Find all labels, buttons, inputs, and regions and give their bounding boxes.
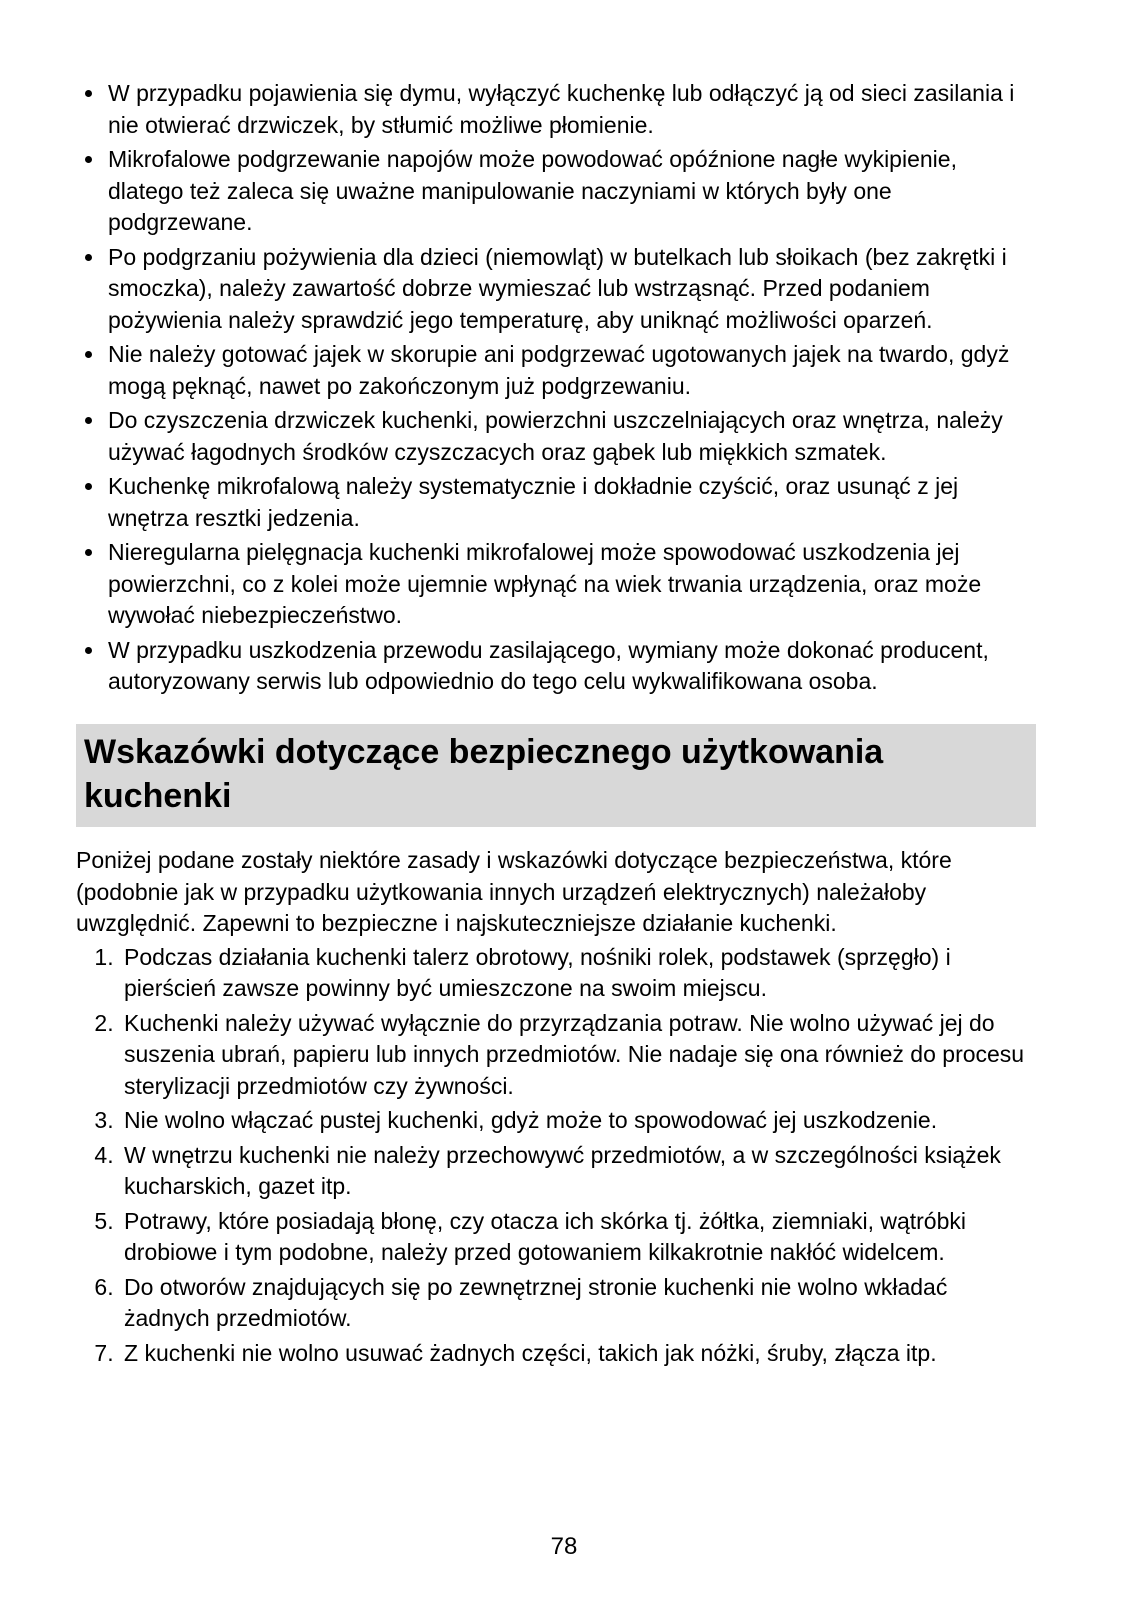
list-item: 3. Nie wolno włączać pustej kuchenki, gdyż może to spowodować jej uszkodzenie. — [120, 1105, 1036, 1137]
list-item: • Nieregularna pielęgnacja kuchenki mikrofalowej może spowodować uszkodzenia jej powierzchni, co z kolei może ujemnie wpłynąć na wiek trwania urządzenia, oraz może wywołać niebezpieczeństwo. — [106, 537, 1036, 632]
list-item: • Mikrofalowe podgrzewanie napojów może powodować opóźnione nagłe wykipienie, dlatego też zaleca się uważne manipulowanie naczyniami w których były one podgrzewane. — [106, 144, 1036, 239]
section-intro: Poniżej podane zostały niektóre zasady i wskazówki dotyczące bezpieczeństwa, które (podobnie jak w przypadku użytkowania innych urządzeń elektrycznych) należałoby uwzględnić. Zapewni to bezpieczne i najskuteczniejsze działanie kuchenki. — [76, 847, 952, 937]
list-item: 4. W wnętrzu kuchenki nie należy przechowywć przedmiotów, a w szczególności książek kucharskich, gazet itp. — [120, 1140, 1036, 1203]
section-heading: Wskazówki dotyczące bezpiecznego użytkowania kuchenki — [76, 724, 1036, 828]
list-item: • Do czyszczenia drzwiczek kuchenki, powierzchni uszczelniających oraz wnętrza, należy używać łagodnych środków czyszczacych oraz gąbek lub miękkich szmatek. — [106, 405, 1036, 468]
list-item: 5. Potrawy, które posiadają błonę, czy otacza ich skórka tj. żółtka, ziemniaki, wątróbki drobiowe i tym podobne, należy przed gotowaniem kilkakrotnie nakłóć widelcem. — [120, 1206, 1036, 1269]
list-item: • Po podgrzaniu pożywienia dla dzieci (niemowląt) w butelkach lub słoikach (bez zakrętki i smoczka), należy zawartość dobrze wymieszać lub wstrząsnąć. Przed podaniem pożywienia należy sprawdzić jego temperaturę, aby uniknąć możliwości oparzeń. — [106, 242, 1036, 337]
list-item: • Nie należy gotować jajek w skorupie ani podgrzewać ugotowanych jajek na twardo, gdyż mogą pęknąć, nawet po zakończonym już podgrzewaniu. — [106, 339, 1036, 402]
page-number: 78 — [550, 1533, 578, 1561]
list-item: • W przypadku pojawienia się dymu, wyłączyć kuchenkę lub odłączyć ją od sieci zasilania i nie otwierać drzwiczek, by stłumić możliwe płomienie. — [106, 78, 1036, 141]
list-item: 2. Kuchenki należy używać wyłącznie do przyrządzania potraw. Nie wolno używać jej do suszenia ubrań, papieru lub innych przedmiotów. Nie nadaje się ona również do procesu sterylizacji przedmiotów czy żywności. — [120, 1008, 1036, 1103]
numbered-safety-list — [76, 942, 1036, 1370]
list-item: 1. Podczas działania kuchenki talerz obrotowy, nośniki rolek, podstawek (sprzęgło) i pierścień zawsze powinny być umieszczone na swoim miejscu. — [120, 942, 1036, 1005]
list-item: 7. Z kuchenki nie wolno usuwać żadnych części, takich jak nóżki, śruby, złącza itp. — [120, 1338, 1036, 1370]
list-item: • W przypadku uszkodzenia przewodu zasilającego, wymiany może dokonać producent, autoryzowany serwis lub odpowiednio do tego celu wykwalifikowana osoba. — [106, 635, 1036, 698]
safety-bullet-list — [76, 78, 1036, 698]
list-item: 6. Do otworów znajdujących się po zewnętrznej stronie kuchenki nie wolno wkładać żadnych przedmiotów. — [120, 1272, 1036, 1335]
list-item: • Kuchenkę mikrofalową należy systematycznie i dokładnie czyścić, oraz usunąć z jej wnętrza resztki jedzenia. — [106, 471, 1036, 534]
